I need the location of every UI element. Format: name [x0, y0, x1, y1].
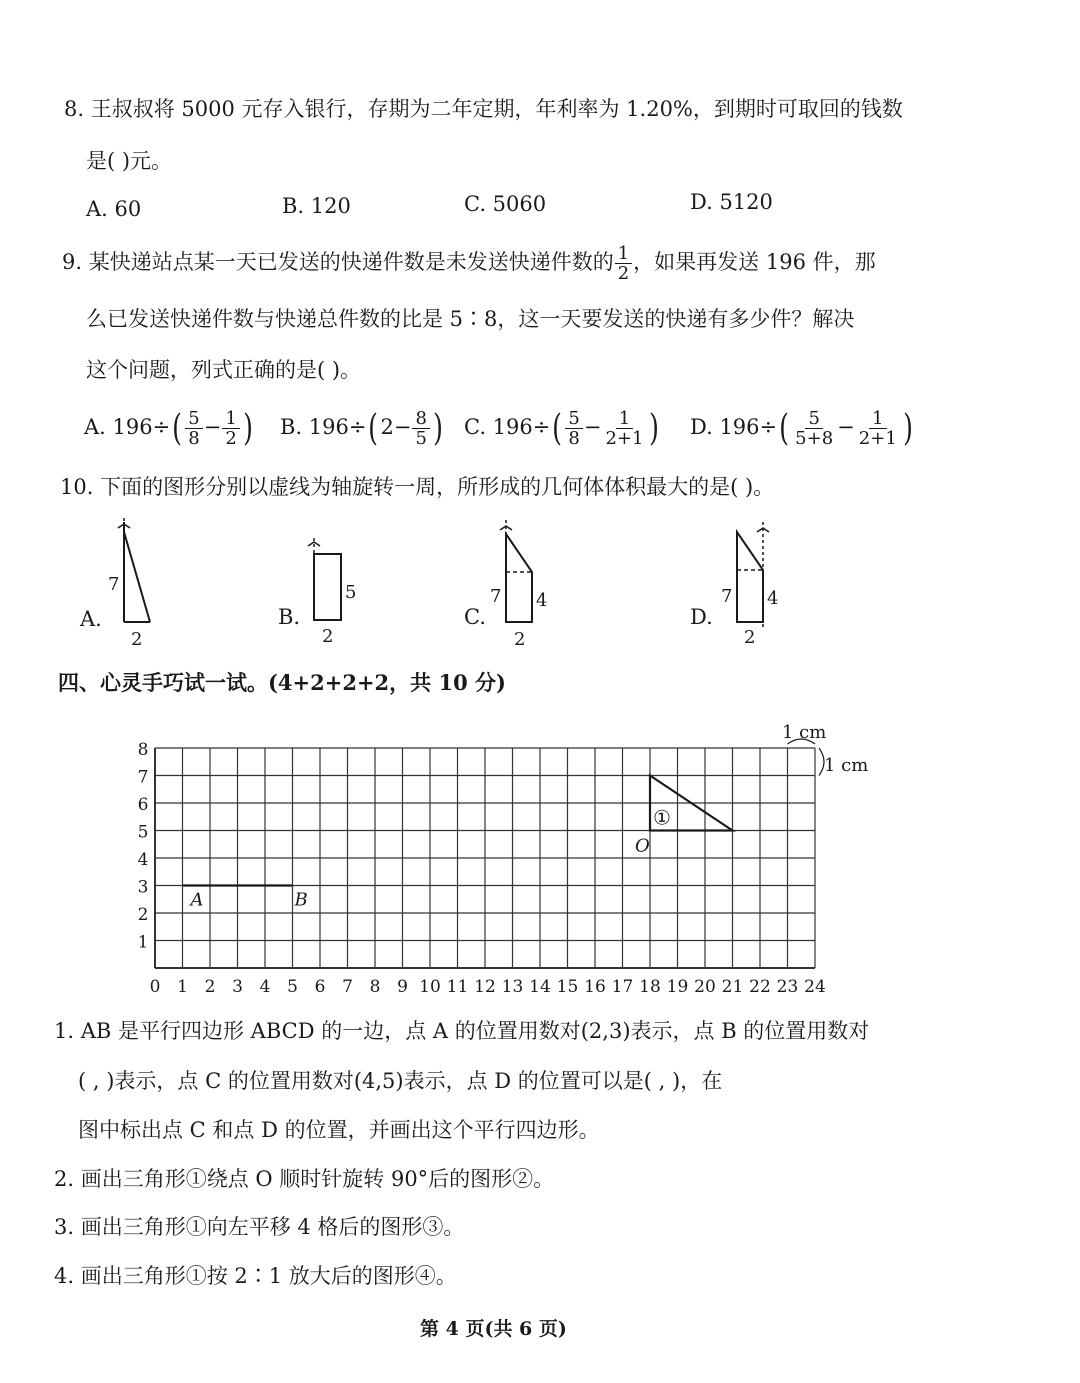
x-tick-label: 2 [204, 977, 216, 997]
fraction-denominator: 2+1 [858, 428, 897, 449]
task-2: 2. 画出三角形①绕点 O 顺时针旋转 90°后的图形②。 [54, 1167, 555, 1191]
fraction-denominator: 5 [415, 428, 427, 449]
x-tick-label: 3 [232, 977, 243, 997]
option-prefix: B. 196÷ [280, 415, 367, 439]
fraction-denominator: 8 [188, 428, 200, 449]
option-prefix: D. 196÷ [690, 415, 778, 439]
fraction [412, 409, 429, 448]
minus-sign: − [203, 415, 222, 439]
triangle-1-label: ① [653, 805, 671, 830]
fraction-numerator: 8 [412, 409, 429, 429]
fraction [602, 409, 646, 448]
task-4: 4. 画出三角形①按 2∶1 放大后的图形④。 [54, 1264, 457, 1288]
q9-line1-end: ，如果再发送 196 件，那 [633, 250, 876, 274]
x-tick-label: 19 [666, 977, 689, 997]
unit-label-right: 1 cm [824, 755, 869, 776]
figure-a-label: A. [80, 607, 102, 631]
figure-c-left-height: 7 [490, 586, 502, 607]
x-tick-label: 4 [259, 977, 271, 997]
fraction [185, 409, 202, 448]
figure-d-right-height: 4 [767, 588, 779, 609]
y-tick-label: 1 [137, 932, 149, 953]
figure-c-label: C. [464, 605, 486, 629]
x-tick-label: 9 [397, 977, 408, 997]
fraction [565, 409, 582, 448]
q9-line3: 这个问题，列式正确的是( )。 [86, 358, 362, 382]
y-tick-label: 3 [137, 877, 149, 898]
fraction-denominator: 5+8 [795, 428, 834, 449]
x-tick-label: 16 [584, 977, 606, 997]
x-tick-label: 0 [149, 977, 161, 997]
q9-option-d: D. 196÷( $\frac{5}{5+8}$ − $\frac{1}{2+1}$ ) [690, 407, 913, 449]
q8-option-c: C. 5060 [464, 192, 547, 216]
q10-text: 10. 下面的图形分别以虚线为轴旋转一周，所形成的几何体体积最大的是( )。 [60, 475, 775, 499]
q9-line2: 么已发送快递件数与快递总件数的比是 5∶8，这一天要发送的快递有多少件？解决 [86, 307, 855, 331]
page-footer: 第 4 页(共 6 页) [420, 1318, 567, 1340]
y-tick-label: 4 [137, 850, 149, 870]
figure-b-label: B. [278, 605, 301, 629]
point-a-label: A [190, 889, 204, 911]
point-o-label: O [635, 835, 650, 857]
fraction [222, 409, 239, 448]
q8-option-d: D. 5120 [690, 190, 773, 214]
q9-line1-start: 9. 某快递站点某一天已发送的快递件数是未发送快递件数的 [62, 250, 614, 274]
option-inner: 2− [380, 415, 412, 439]
figure-d-left-height: 7 [721, 586, 733, 607]
fraction-numerator: 1 [615, 244, 632, 264]
figure-a-height: 7 [108, 574, 120, 595]
q9-fraction [615, 244, 632, 283]
x-tick-label: 10 [419, 977, 441, 997]
unit-label-top: 1 cm [782, 722, 827, 743]
task-1-line1: 1. AB 是平行四边形 ABCD 的一边，点 A 的位置用数对(2,3)表示，点 B 的位置用数对 [54, 1019, 870, 1043]
figure-c-base: 2 [514, 629, 526, 650]
q8-line2: 是( )元。 [86, 149, 173, 173]
x-tick-label: 23 [776, 977, 799, 997]
fraction-numerator: 1 [222, 409, 239, 429]
figure-c-right-height: 4 [536, 590, 548, 611]
minus-sign: − [583, 415, 602, 439]
figure-c-trapezoid [500, 520, 532, 622]
x-tick-label: 21 [721, 977, 744, 997]
x-tick-label: 15 [556, 977, 579, 997]
fraction-numerator: 5 [805, 409, 822, 429]
q8-option-b: B. 120 [282, 194, 351, 218]
x-tick-label: 18 [639, 977, 661, 997]
x-tick-label: 1 [177, 977, 188, 997]
y-tick-label: 8 [137, 740, 149, 760]
x-tick-label: 11 [446, 977, 469, 997]
fraction [792, 409, 836, 448]
figure-b-base: 2 [322, 626, 334, 647]
coordinate-grid [0, 720, 1080, 1010]
fraction-numerator: 5 [185, 409, 202, 429]
y-tick-label: 2 [137, 905, 149, 925]
x-tick-label: 6 [314, 977, 326, 997]
fraction-denominator: 2 [617, 263, 630, 284]
y-tick-label: 5 [137, 822, 149, 843]
x-tick-label: 7 [342, 977, 353, 997]
fraction-numerator: 5 [565, 409, 582, 429]
fraction-numerator: 1 [616, 409, 633, 429]
x-tick-label: 17 [611, 977, 634, 997]
task-3: 3. 画出三角形①向左平移 4 格后的图形③。 [54, 1215, 465, 1239]
task-1-line2: ( , )表示，点 C 的位置用数对(4,5)表示，点 D 的位置可以是( , )，在 [78, 1069, 723, 1093]
task-1-line3: 图中标出点 C 和点 D 的位置，并画出这个平行四边形。 [78, 1118, 600, 1142]
figure-d-trapezoid [737, 522, 769, 628]
q9-option-b: B. 196÷( 2− $\frac{8}{5}$ ) [280, 407, 443, 449]
x-tick-label: 22 [749, 977, 771, 997]
figure-d-base: 2 [744, 627, 756, 648]
q9-line1 [62, 244, 876, 283]
point-b-label: B [294, 889, 308, 911]
figure-b-rectangle [308, 538, 341, 620]
fraction-denominator: 2+1 [605, 428, 644, 449]
fraction [856, 409, 900, 448]
minus-sign: − [837, 415, 855, 439]
fraction-denominator: 8 [568, 428, 580, 449]
figure-d-label: D. [690, 605, 713, 629]
x-tick-label: 20 [694, 977, 716, 997]
x-tick-label: 8 [369, 977, 381, 997]
x-tick-label: 5 [287, 977, 298, 997]
q8-line1: 8. 王叔叔将 5000 元存入银行，存期为二年定期，年利率为 1.20%，到期时可取回的钱数 [64, 97, 903, 121]
x-tick-label: 14 [529, 977, 551, 997]
figure-a-triangle [118, 518, 150, 622]
q9-option-c: C. 196÷( $\frac{5}{8}$ − $\frac{1}{2+1}$ ) [464, 407, 660, 449]
y-tick-label: 6 [137, 795, 149, 815]
section-title: 四、心灵手巧试一试。(4+2+2+2，共 10 分) [58, 670, 506, 695]
x-tick-label: 24 [804, 977, 826, 997]
y-tick-label: 7 [137, 767, 149, 788]
x-tick-label: 13 [501, 977, 524, 997]
figure-a-base: 2 [131, 629, 143, 650]
option-prefix: C. 196÷ [464, 415, 551, 439]
fraction-numerator: 1 [869, 409, 886, 429]
fraction-denominator: 2 [225, 428, 237, 449]
option-prefix: A. 196÷ [84, 415, 171, 439]
q9-option-a: A. 196÷( $\frac{5}{8}$ − $\frac{1}{2}$ ) [84, 407, 253, 449]
figure-b-height: 5 [345, 582, 357, 603]
x-tick-label: 12 [474, 977, 496, 997]
q8-option-a: A. 60 [86, 197, 142, 221]
